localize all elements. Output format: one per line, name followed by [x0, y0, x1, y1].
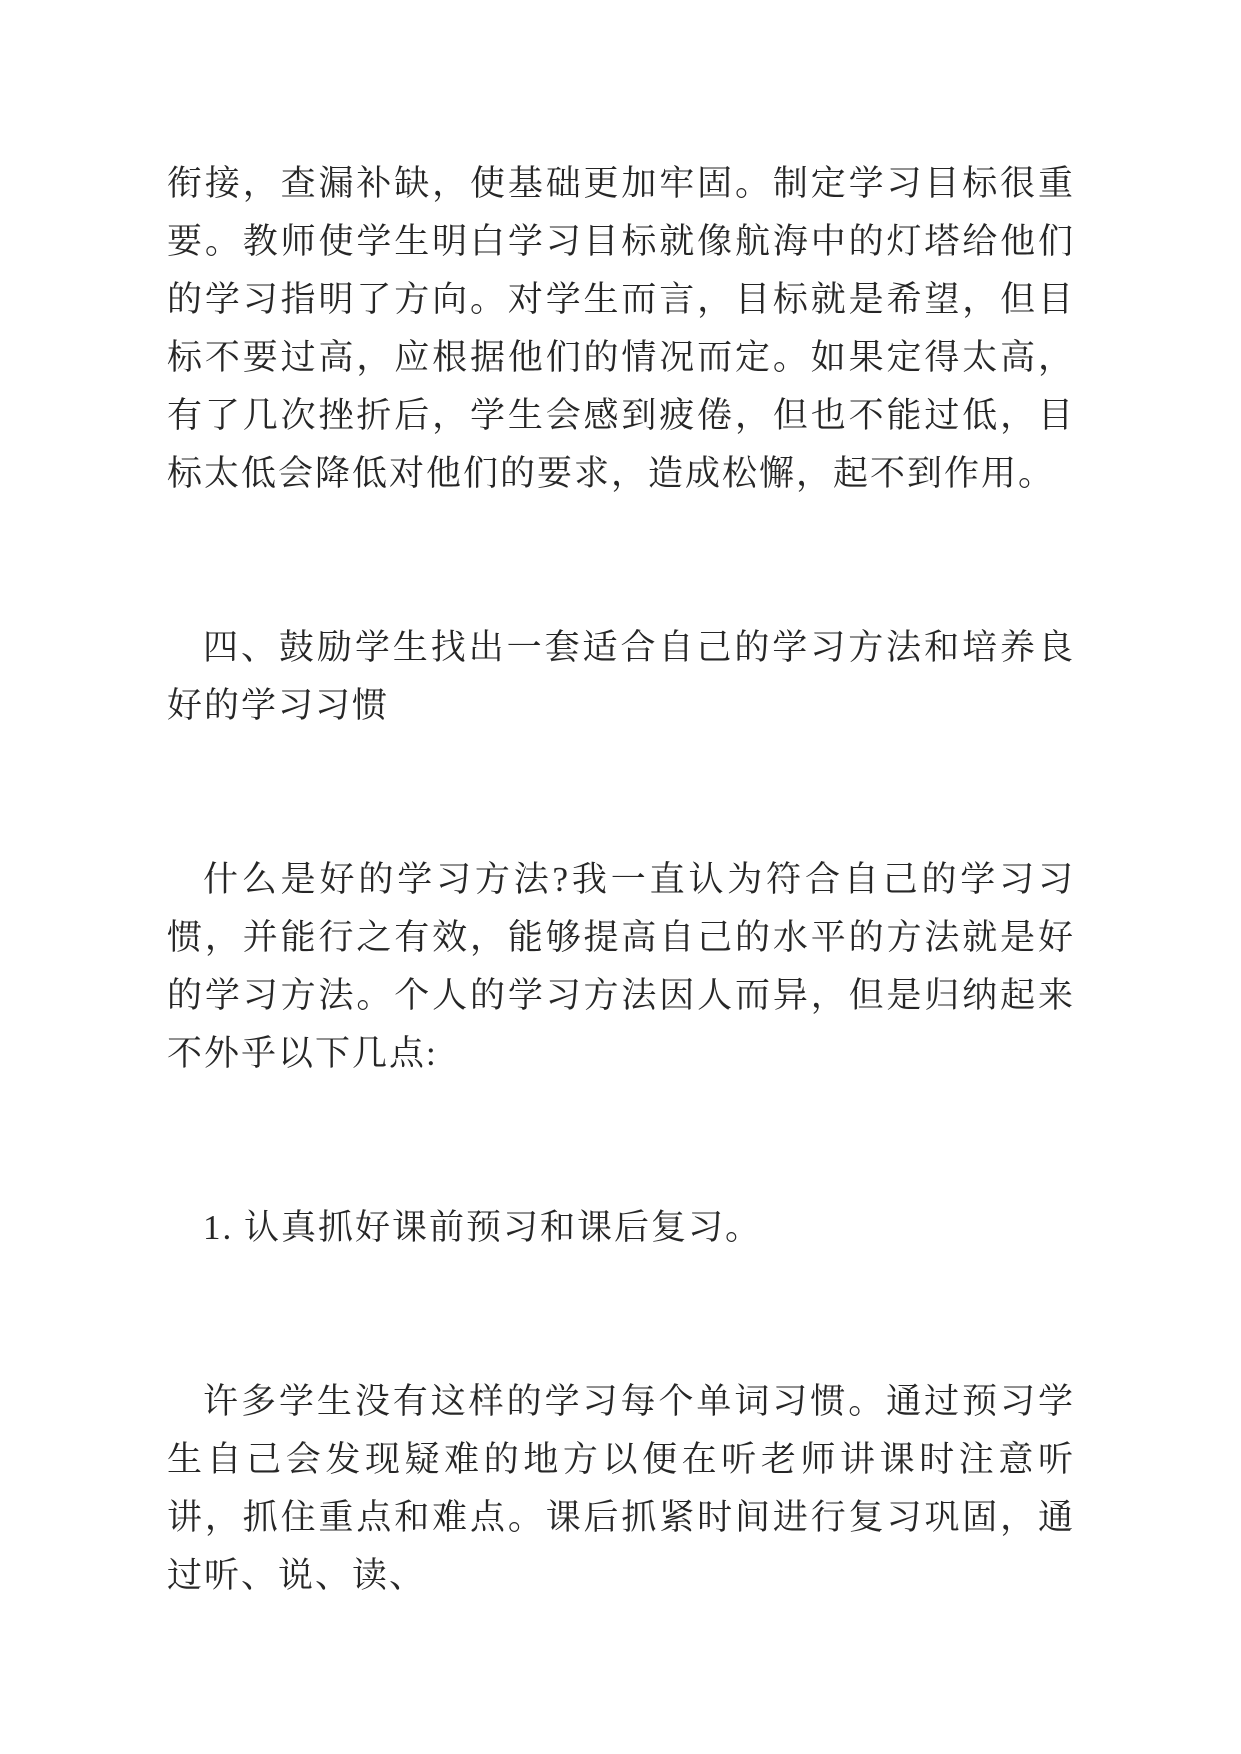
list-item-1: 1. 认真抓好课前预习和课后复习。	[203, 1208, 763, 1247]
paragraph-preview-review: 许多学生没有这样的学习每个单词习惯。通过预习学生自己会发现疑难的地方以便在听老师讲课时注意听讲，抓住重点和难点。课后抓紧时间进行复习巩固，通过听、说、读、	[167, 1382, 1075, 1595]
section-heading-4: 四、鼓励学生找出一套适合自己的学习方法和培养良好的学习习惯	[167, 628, 1075, 725]
paragraph-continuation: 衔接，查漏补缺，使基础更加牢固。制定学习目标很重要。教师使学生明白学习目标就像航海中的灯塔给他们的学习指明了方向。对学生而言，目标就是希望，但目标不要过高，应根据他们的情况而定。如果定得太高，有了几次挫折后，学生会感到疲倦，但也不能过低，目标太低会降低对他们的要求，造成松懈，起不到作用。	[167, 164, 1075, 493]
paragraph-study-methods: 什么是好的学习方法?我一直认为符合自己的学习习惯，并能行之有效，能够提高自己的水平的方法就是好的学习方法。个人的学习方法因人而异，但是归纳起来不外乎以下几点:	[167, 860, 1075, 1073]
